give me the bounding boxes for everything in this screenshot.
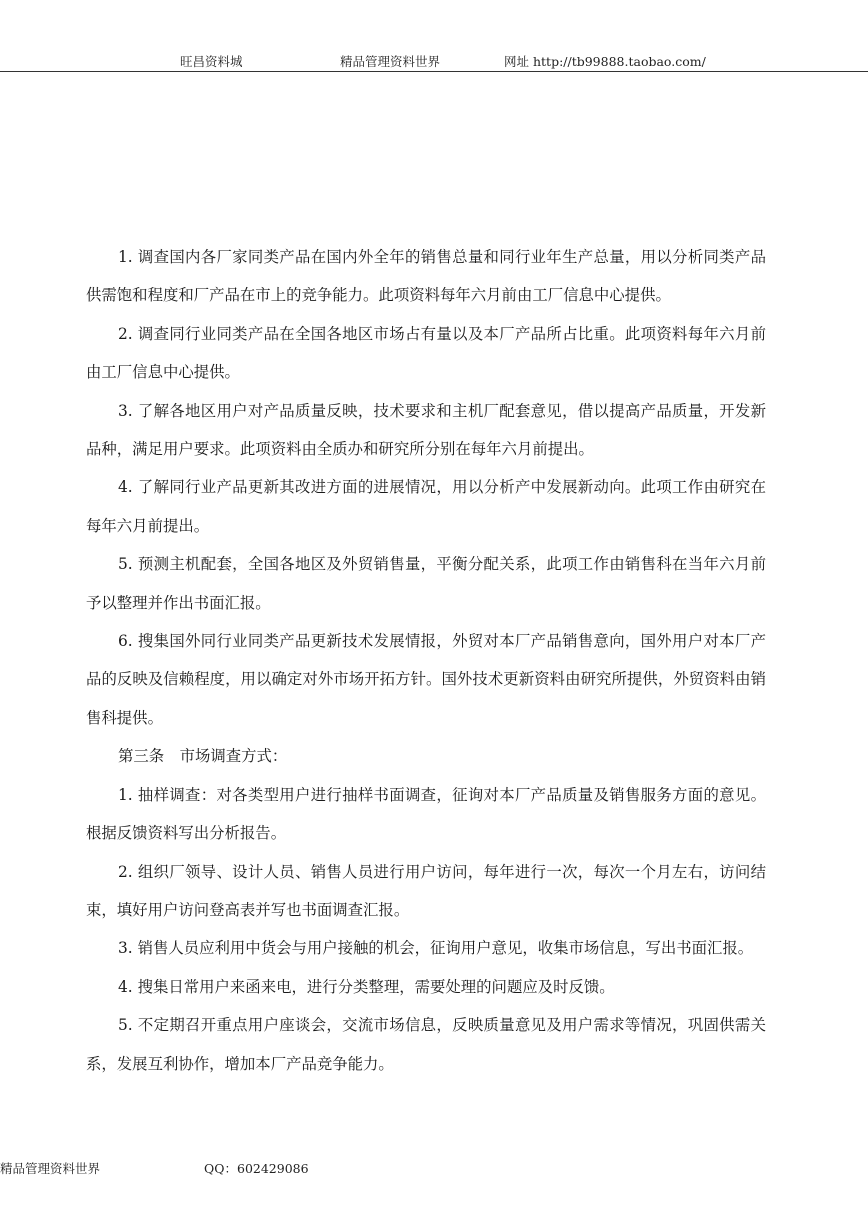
- paragraph: 1. 调查国内各厂家同类产品在国内外全年的销售总量和同行业年生产总量，用以分析同类产品供需饱和程度和厂产品在市上的竞争能力。此项资料每年六月前由工厂信息中心提供。: [86, 248, 766, 305]
- paragraph: 5. 预测主机配套，全国各地区及外贸销售量，平衡分配关系，此项工作由销售科在当年六月前予以整理并作出书面汇报。: [86, 555, 766, 612]
- header-site-tagline: 精品管理资料世界: [340, 54, 441, 69]
- header-site-url: 网址 http://tb99888.taobao.com/: [504, 54, 706, 69]
- footer-site-tagline: 精品管理资料世界: [0, 1161, 101, 1176]
- document-body: [86, 238, 766, 1083]
- paragraph: 6. 搜集国外同行业同类产品更新技术发展情报，外贸对本厂产品销售意向，国外用户对本厂产品的反映及信赖程度，用以确定对外市场开拓方针。国外技术更新资料由研究所提供，外贸资料由销售科提供。: [86, 632, 766, 727]
- header-site-name: 旺昌资料城: [180, 54, 243, 69]
- section-heading: 第三条 市场调查方式：: [118, 747, 288, 766]
- paragraph: 4. 搜集日常用户来函来电，进行分类整理，需要处理的问题应及时反馈。: [118, 977, 615, 996]
- paragraph: 3. 了解各地区用户对产品质量反映，技术要求和主机厂配套意见，借以提高产品质量，开发新品种，满足用户要求。此项资料由全质办和研究所分别在每年六月前提出。: [86, 401, 766, 459]
- footer-contact-qq: QQ：602429086: [204, 1161, 309, 1176]
- paragraph: 5. 不定期召开重点用户座谈会，交流市场信息，反映质量意见及用户需求等情况，巩固供需关系，发展互利协作，增加本厂产品竞争能力。: [86, 1016, 766, 1073]
- paragraph: 3. 销售人员应利用中货会与用户接触的机会，征询用户意见，收集市场信息，写出书面汇报。: [118, 939, 754, 958]
- page-footer: [0, 1159, 868, 1179]
- header-divider: [0, 71, 868, 72]
- page-header: [0, 52, 868, 72]
- paragraph: 2. 组织厂领导、设计人员、销售人员进行用户访问，每年进行一次，每次一个月左右，访问结束，填好用户访问登高表并写也书面调查汇报。: [86, 862, 766, 919]
- paragraph: 2. 调查同行业同类产品在全国各地区市场占有量以及本厂产品所占比重。此项资料每年六月前由工厂信息中心提供。: [86, 324, 766, 382]
- paragraph: 1. 抽样调查：对各类型用户进行抽样书面调查，征询对本厂产品质量及销售服务方面的意见。根据反馈资料写出分析报告。: [86, 785, 766, 843]
- paragraph: 4. 了解同行业产品更新其改进方面的进展情况，用以分析产中发展新动向。此项工作由研究在每年六月前提出。: [86, 478, 766, 535]
